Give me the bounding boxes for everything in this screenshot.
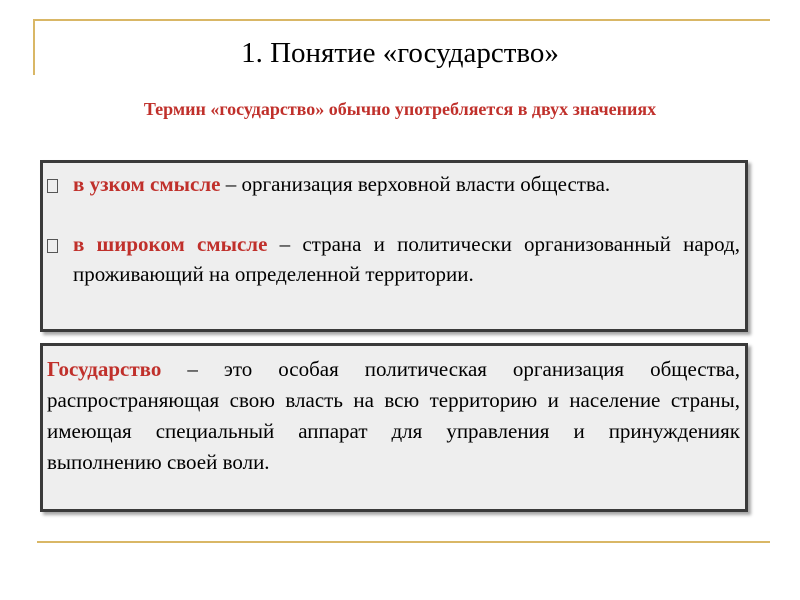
bullet-icon [47,179,58,193]
decorative-frame-top [33,19,770,21]
slide-title: 1. Понятие «государство» [241,37,559,69]
definition-term: Государство [47,357,162,381]
meaning-description: – страна и политически организованный народ, проживающий на определенной территории. [73,232,740,286]
definition-text [47,354,740,478]
slide-subtitle: Термин «государство» обычно употребляется в двух значениях [143,99,657,119]
meaning-item-narrow [47,169,740,199]
meanings-box [40,160,748,332]
decorative-frame-bottom [37,541,770,543]
definition-description: – это особая политическая организация общества, распространяющая свою власть на всю территорию и население страны, имеющая специальный аппарат для управления и принужденияк выполнению своей воли. [47,357,740,474]
meaning-text [73,169,740,199]
meaning-item-broad [47,229,740,289]
meaning-text [73,229,740,289]
definition-box [40,343,748,512]
bullet-icon [47,239,58,253]
meaning-description: – организация верховной власти общества. [220,172,611,196]
meaning-term: в узком смысле [73,172,221,196]
meaning-term: в широком смысле [73,232,268,256]
